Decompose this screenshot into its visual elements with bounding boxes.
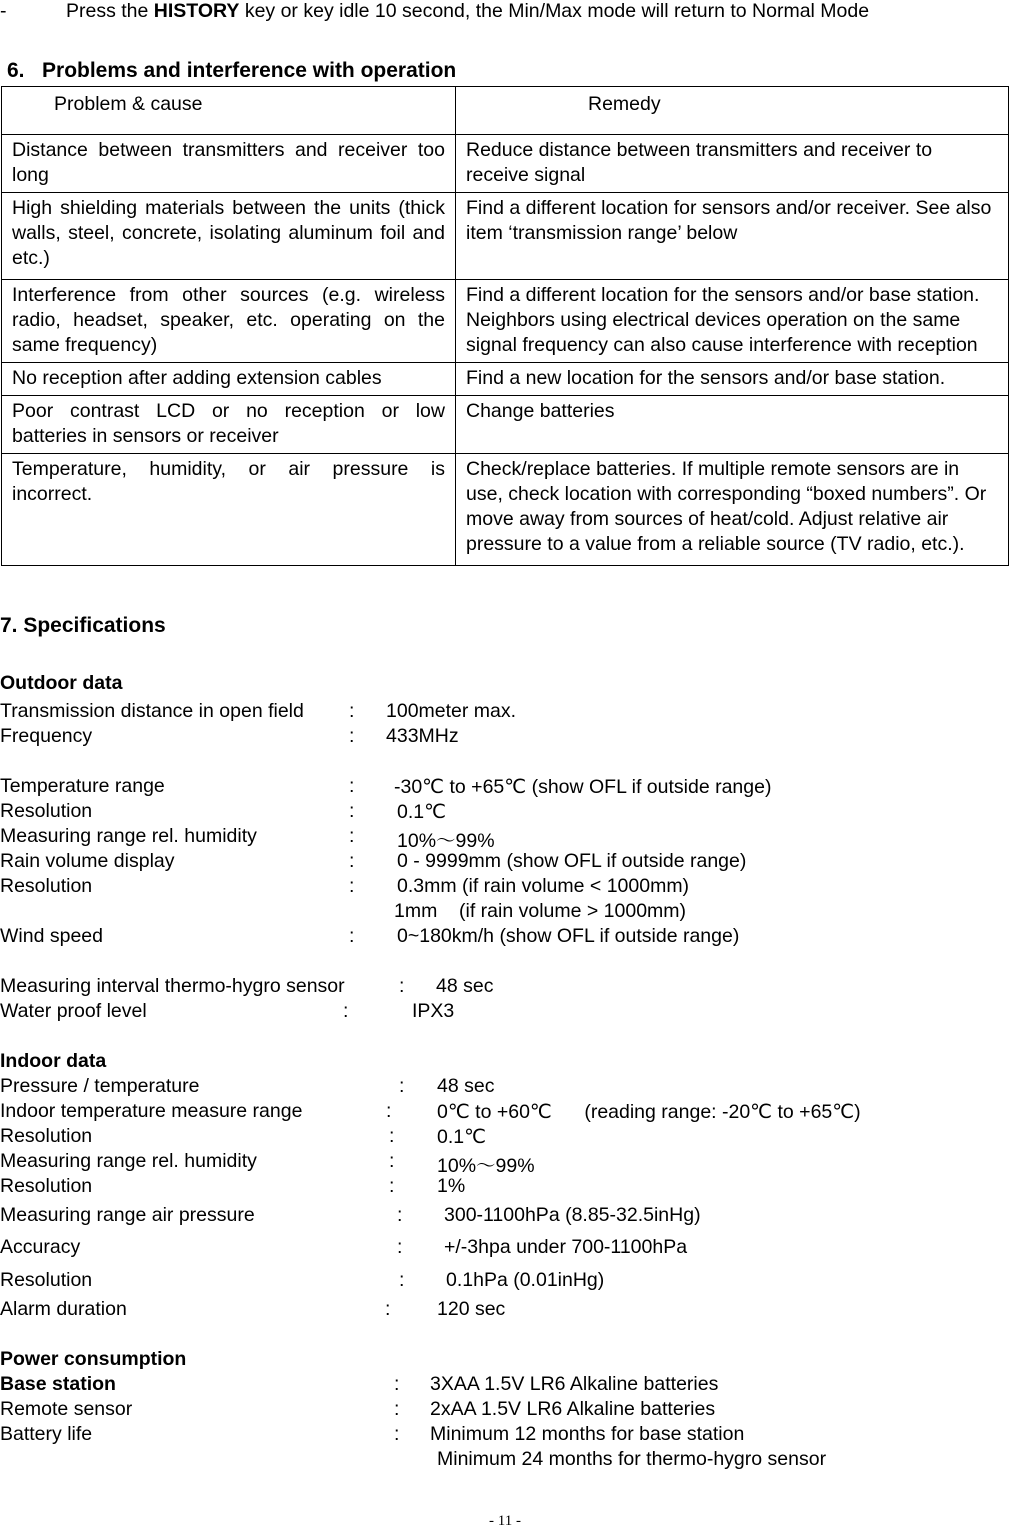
spec-colon: : [394,1398,400,1420]
spec-label: Pressure / temperature [0,1075,200,1097]
spec-value: 10%～99% [397,830,495,852]
spec-label: Accuracy [0,1236,81,1258]
spec-colon: : [349,925,355,947]
spec-value: 0℃ to +60℃ (reading range: -20℃ to +65℃) [437,1101,861,1123]
spec-label: Temperature range [0,775,165,797]
spec-value: 0.1hPa (0.01inHg) [446,1269,605,1291]
spec-label: Wind speed [0,925,103,947]
spec-colon: : [349,775,355,797]
remedy-cell: Find a new location for the sensors and/or base station. [456,363,1009,396]
spec-colon: : [394,1373,400,1395]
intro-post: key or key idle 10 second, the Min/Max mode will return to Normal Mode [239,0,870,22]
history-key-label: HISTORY [153,0,240,22]
outdoor-heading: Outdoor data [0,672,123,694]
problem-cell: High shielding materials between the units (thick walls, steel, concrete, isolating aluminum foil and etc.) [2,193,456,280]
spec-value: Minimum 24 months for thermo-hygro sensor [437,1448,827,1470]
remedy-cell: Reduce distance between transmitters and receiver to receive signal [456,135,1009,193]
power-heading: Power consumption [0,1348,187,1370]
spec-value: 3XAA 1.5V LR6 Alkaline batteries [430,1373,719,1395]
spec-colon: : [394,1423,400,1445]
remedy-cell: Find a different location for the sensors and/or base station. Neighbors using electrical devices operation on the same signal frequency can also cause interference with reception [456,280,1009,363]
spec-value: 10%～99% [437,1155,535,1177]
intro-line [0,0,870,23]
spec-colon: : [349,725,355,747]
spec-colon: : [349,700,355,722]
page-number: - 11 - [489,1513,521,1529]
table-row [2,454,1009,566]
section-6-title: 6. Problems and interference with operation [7,59,457,82]
spec-value: 0.1℃ [397,801,447,823]
spec-label: Remote sensor [0,1398,133,1420]
spec-colon: : [389,1125,395,1147]
table-row [2,193,1009,280]
spec-colon: : [389,1150,395,1172]
problem-cell: Interference from other sources (e.g. wireless radio, headset, speaker, etc. operating on the same frequency) [2,280,456,363]
table-row [2,396,1009,454]
spec-label: Frequency [0,725,93,747]
spec-label: Rain volume display [0,850,175,872]
spec-value: 2xAA 1.5V LR6 Alkaline batteries [430,1398,716,1420]
spec-value: -30℃ to +65℃ (show OFL if outside range) [394,776,772,798]
spec-label: Resolution [0,800,93,822]
spec-label: Measuring range rel. humidity [0,825,257,847]
intro-dash: - [0,0,7,22]
spec-value: 1% [437,1175,466,1197]
spec-value: 0.1℃ [437,1126,487,1148]
spec-colon: : [343,1000,349,1022]
spec-label: Measuring interval thermo-hygro sensor [0,975,345,997]
spec-colon: : [386,1100,392,1122]
intro-text [66,0,869,23]
spec-label: Alarm duration [0,1298,127,1320]
spec-label: Base station [0,1373,116,1395]
spec-value: 48 sec [436,975,494,997]
spec-value: 0.3mm (if rain volume < 1000mm) [397,875,690,897]
spec-value: 433MHz [386,725,459,747]
remedy-cell: Change batteries [456,396,1009,454]
spec-label: Resolution [0,875,93,897]
spec-label: Resolution [0,1269,93,1291]
spec-label: Transmission distance in open field [0,700,304,722]
spec-value: 100meter max. [386,700,517,722]
spec-colon: : [399,1075,405,1097]
spec-label: Resolution [0,1175,93,1197]
problem-cell: Distance between transmitters and receiver too long [2,135,456,193]
spec-label: Measuring range rel. humidity [0,1150,257,1172]
spec-label: Indoor temperature measure range [0,1100,303,1122]
problem-cell: Poor contrast LCD or no reception or low batteries in sensors or receiver [2,396,456,454]
spec-colon: : [397,1204,403,1226]
spec-value: Minimum 12 months for base station [430,1423,745,1445]
spec-value: 0 - 9999mm (show OFL if outside range) [397,850,747,872]
spec-colon: : [399,975,405,997]
spec-label: Resolution [0,1125,93,1147]
spec-colon: : [397,1236,403,1258]
table-header-row [2,87,1009,135]
spec-colon: : [349,850,355,872]
spec-value: 120 sec [437,1298,506,1320]
spec-value: IPX3 [412,1000,455,1022]
problems-table [1,86,1009,566]
spec-label: Battery life [0,1423,93,1445]
problem-cell: No reception after adding extension cables [2,363,456,396]
spec-colon: : [399,1269,405,1291]
spec-label: Water proof level [0,1000,147,1022]
header-remedy: Remedy [456,87,1009,135]
spec-value: 300-1100hPa (8.85-32.5inHg) [444,1204,701,1226]
spec-colon: : [349,800,355,822]
indoor-heading: Indoor data [0,1050,107,1072]
table-row [2,135,1009,193]
spec-label: Measuring range air pressure [0,1204,255,1226]
spec-value: 0~180km/h (show OFL if outside range) [397,925,740,947]
table-row [2,363,1009,396]
spec-colon: : [349,825,355,847]
spec-value: 48 sec [437,1075,495,1097]
problem-cell: Temperature, humidity, or air pressure is incorrect. [2,454,456,566]
section-7-title: 7. Specifications [0,614,166,637]
spec-colon: : [349,875,355,897]
intro-pre: Press the [66,0,154,22]
spec-colon: : [385,1298,391,1320]
spec-value: 1mm (if rain volume > 1000mm) [394,900,687,922]
spec-colon: : [389,1175,395,1197]
table-row [2,280,1009,363]
remedy-cell: Find a different location for sensors and/or receiver. See also item ‘transmission range’ below [456,193,1009,280]
header-problem: Problem & cause [2,87,456,135]
remedy-cell: Check/replace batteries. If multiple remote sensors are in use, check location with corresponding “boxed numbers”. Or move away from sources of heat/cold. Adjust relative air pressure to a value from a reliable source (TV radio, etc.). [456,454,1009,566]
spec-value: +/-3hpa under 700-1100hPa [444,1236,688,1258]
